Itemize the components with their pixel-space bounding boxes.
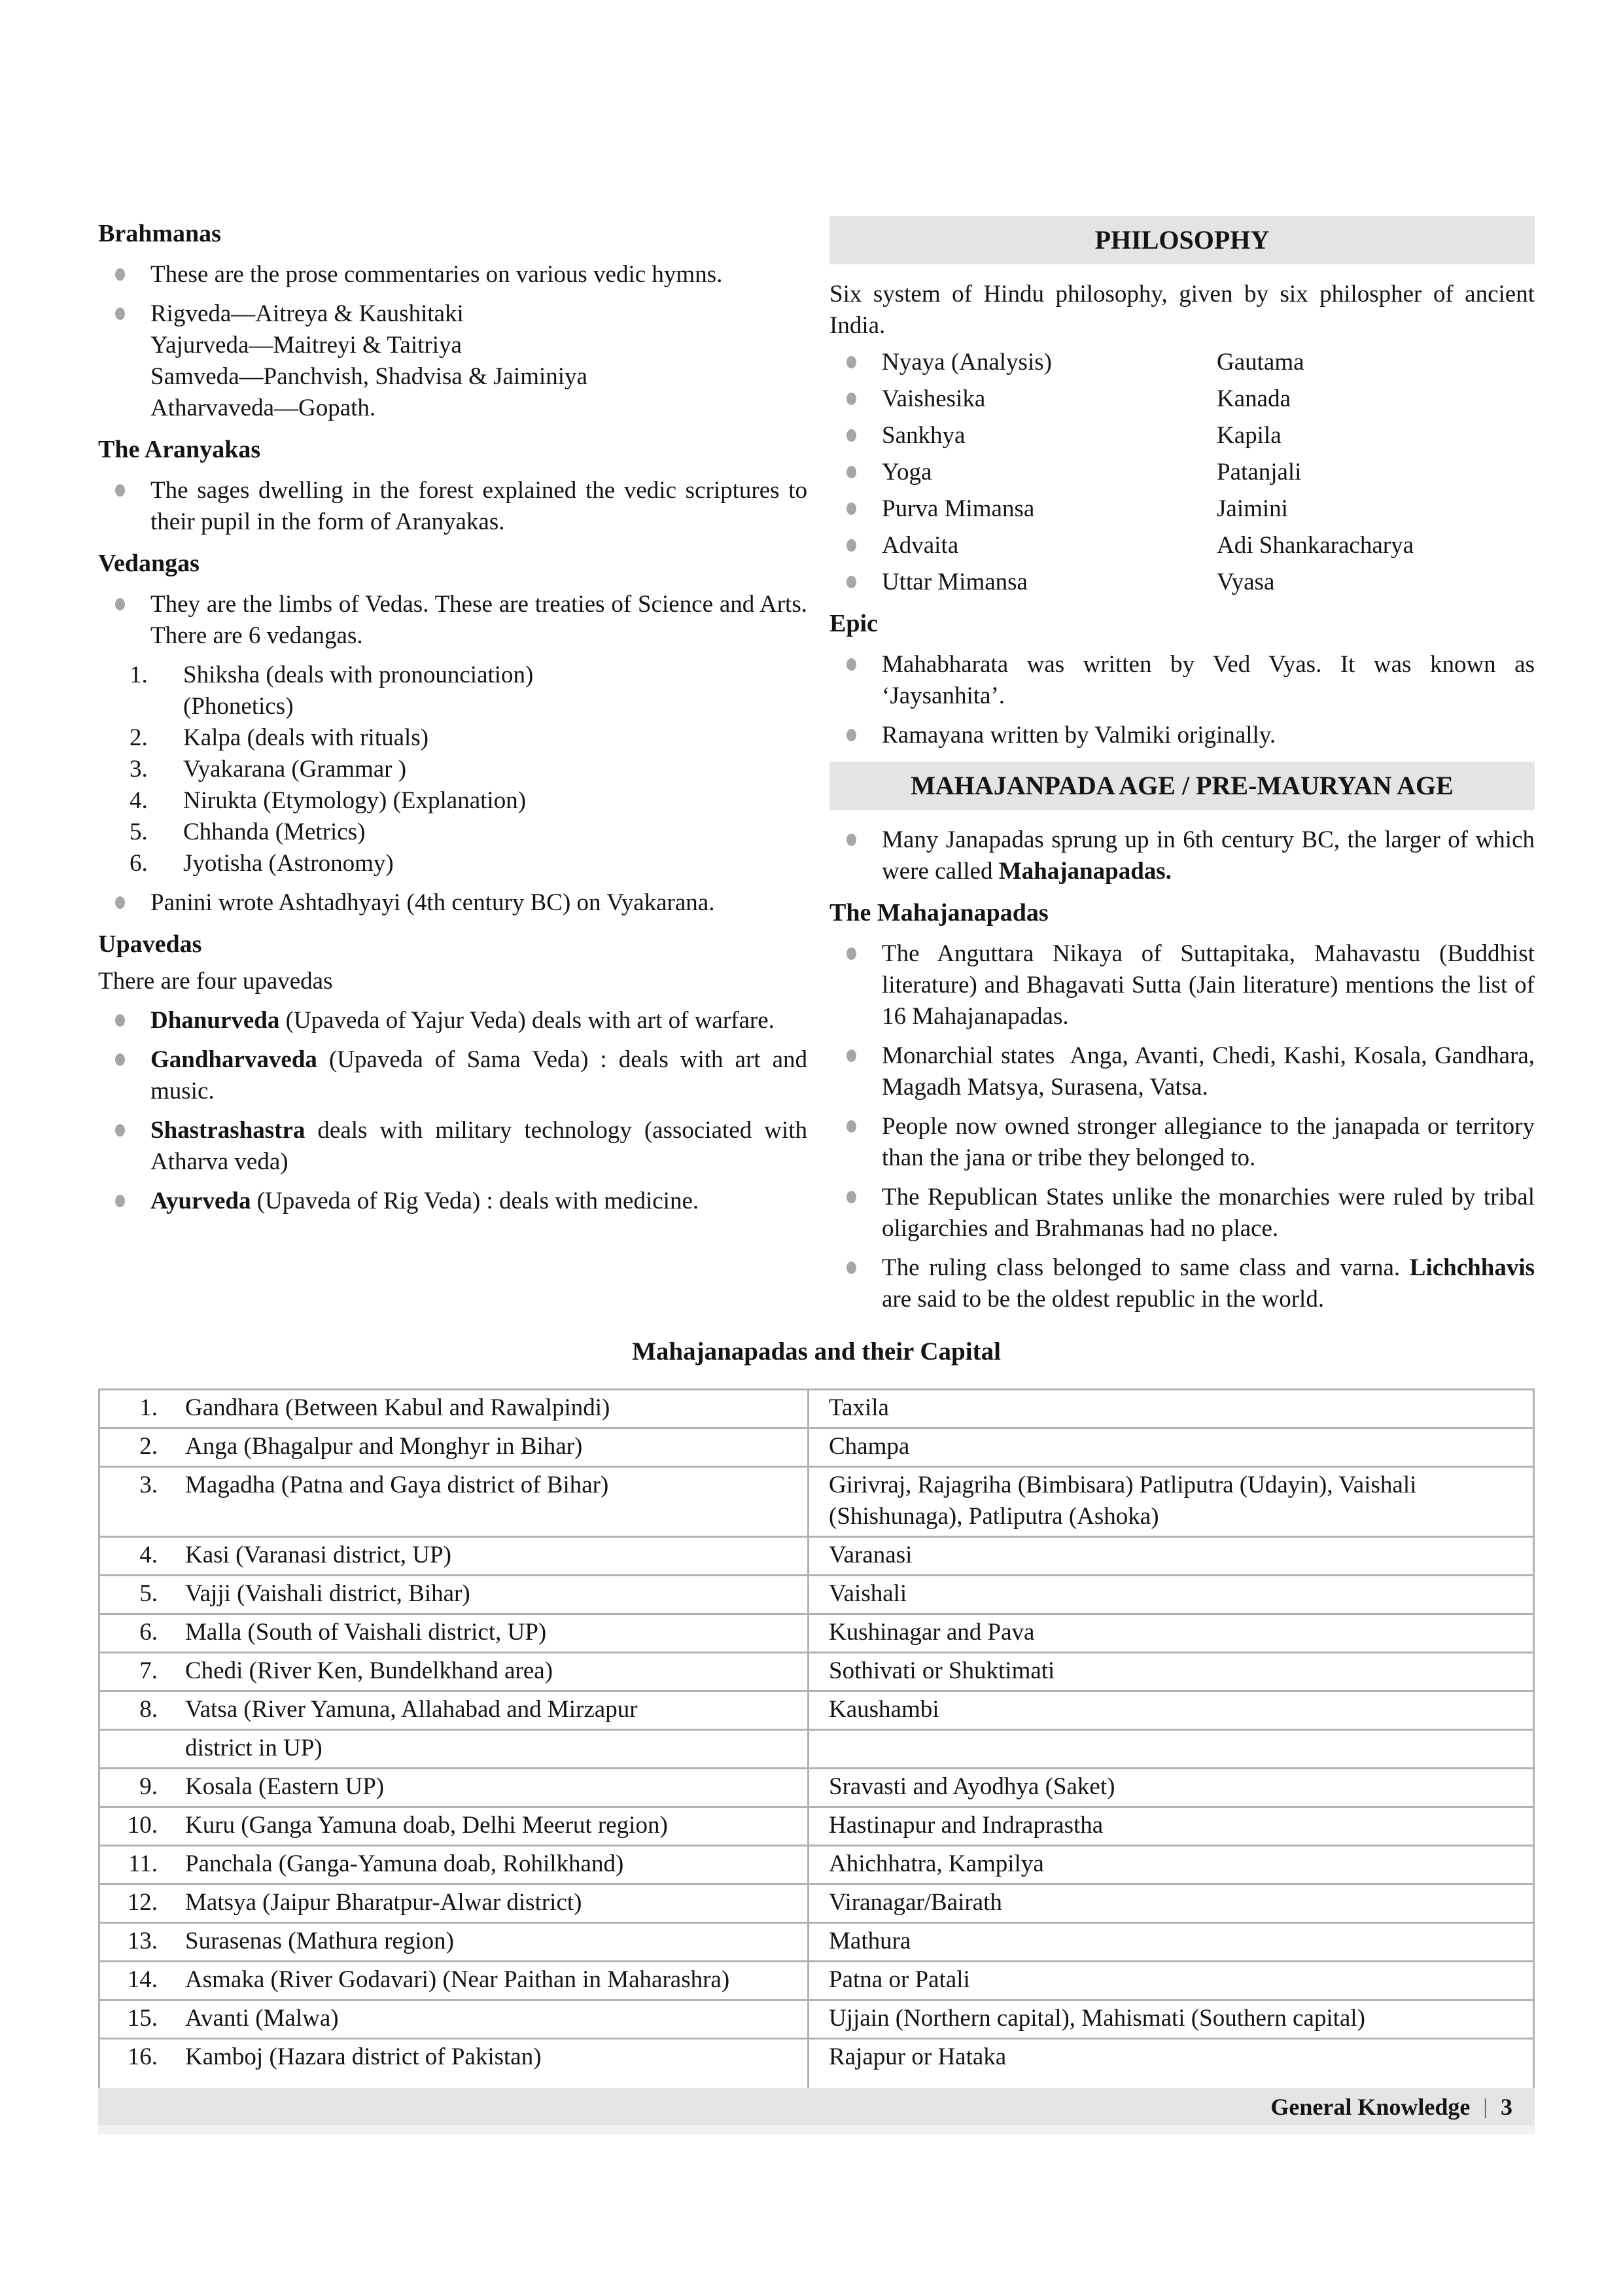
philosophy-school: Nyaya (Analysis) [882,349,1052,376]
bullet-bold-text: Mahajanapadas. [998,858,1172,885]
table-row [99,1962,1534,2000]
capital-text: Kushinagar and Pava [829,1619,1035,1646]
bullet-bold-text: Gandharvaveda [150,1046,317,1073]
item-text [183,660,807,722]
state-cell [99,1467,809,1537]
bullet-dot-icon [846,539,856,552]
philosophy-author: Jaimini [1217,495,1288,522]
philosophy-author: Vyasa [1217,569,1275,595]
capital-text: Varanasi [829,1542,913,1568]
section-bar [829,216,1535,264]
bullet-dot-icon [846,1050,856,1062]
bullet-dot-icon [846,947,856,960]
bullet-dot-icon [846,658,856,671]
philosophy-school: Advaita [882,532,959,559]
state-cell [99,1962,809,2000]
row-number: 1. [139,1394,158,1421]
philosophy-list [829,347,1535,598]
numbered-item [98,785,807,817]
section-heading: The Mahajanapadas [829,899,1049,927]
philosophy-school: Yoga [882,459,932,486]
state-text: Vatsa (River Yamuna, Allahabad and Mirzapur [185,1696,638,1723]
row-number: 12. [127,1889,158,1916]
bullet-dot-icon [115,308,125,320]
table-row [99,1390,1534,1428]
table-row [99,2039,1534,2095]
bullet-item [98,589,807,652]
capital-text: Ujjain (Northern capital), Mahismati (Southern capital) [829,2005,1365,2032]
bullet-line: Samveda—Panchvish, Shadvisa & Jaiminiya [150,363,587,390]
page-footer [98,2088,1535,2125]
bullet-bold-text: Lichchhavis [1409,1254,1535,1281]
bullet-text [150,1005,807,1036]
item-line: Kalpa (deals with rituals) [183,724,429,751]
item-line: Vyakarana (Grammar ) [183,756,407,783]
numbered-item [98,722,807,754]
bullet-text-segment: are said to be the oldest republic in the world. [882,1286,1325,1313]
section-bar-title: MAHAJANPADA AGE / PRE-MAURYAN AGE [911,771,1454,800]
state-text: Kasi (Varanasi district, UP) [185,1542,451,1568]
philosophy-pair [829,530,1535,561]
bullet-text [882,649,1535,712]
numbered-item [98,660,807,722]
section-heading: Vedangas [98,550,200,577]
bullet-item [829,1111,1535,1174]
bullet-item [829,1182,1535,1245]
table-row [99,1576,1534,1614]
bullet-text-segment: They are the limbs of Vedas. These are treaties of Science and Arts. There are 6 vedangas. [150,591,807,649]
table-row [99,1653,1534,1691]
capital-text: Ahichhatra, Kampilya [829,1850,1044,1877]
table-row [99,1730,1534,1769]
bullet-text [150,1044,807,1107]
footer-shadow-strip [98,2125,1535,2134]
state-cell [99,1884,809,1923]
state-cell [99,1428,809,1467]
state-text: Gandhara (Between Kabul and Rawalpindi) [185,1394,610,1421]
bullet-text [882,1252,1535,1315]
capital-text: Rajapur or Hataka [829,2043,1007,2070]
paragraph: Six system of Hindu philosophy, given by six philospher of ancient India. [829,281,1535,339]
philosophy-pair [829,493,1535,525]
bullet-item [829,824,1535,887]
bullet-text-segment: These are the prose commentaries on various vedic hymns. [150,261,723,288]
bullet-dot-icon [846,356,856,368]
state-text: Kamboj (Hazara district of Pakistan) [185,2043,542,2070]
bullet-text-segment: The Republican States unlike the monarchies were ruled by tribal oligarchies and Brahmanas had no place. [882,1184,1535,1242]
section-heading: The Aranyakas [98,436,261,463]
table-row [99,1846,1534,1884]
footer-page-number: 3 [1501,2093,1512,2120]
bullet-dot-icon [115,896,125,909]
row-number: 13. [127,1928,158,1954]
bullet-dot-icon [846,466,856,478]
bullet-dot-icon [115,1014,125,1027]
item-number: 2. [130,724,148,751]
section-bar-title: PHILOSOPHY [1094,225,1270,255]
bullet-text-segment: (Upaveda of Yajur Veda) deals with art of warfare. [279,1007,775,1034]
row-number: 16. [127,2043,158,2070]
philosophy-pair [829,567,1535,598]
bullet-line: Atharvaveda—Gopath. [150,395,376,421]
numbered-item [98,848,807,879]
row-number: 15. [127,2005,158,2032]
bullet-text [150,1115,807,1178]
capital-cell [809,1390,1534,1428]
capital-cell [809,1923,1534,1962]
row-number: 8. [139,1696,158,1723]
numbered-item [98,754,807,785]
capital-text: Sravasti and Ayodhya (Saket) [829,1773,1115,1800]
state-text: district in UP) [185,1735,323,1761]
capital-text: Patna or Patali [829,1966,970,1993]
state-text: Asmaka (River Godavari) (Near Paithan in Maharashra) [185,1966,730,1993]
philosophy-school: Vaishesika [882,385,986,412]
state-text: Kuru (Ganga Yamuna doab, Delhi Meerut region) [185,1812,668,1839]
bullet-text-segment: (Upaveda of Sama Veda) : deals with art and music. [150,1046,807,1104]
state-cell [99,1390,809,1428]
table-row [99,1428,1534,1467]
bullet-dot-icon [115,484,125,497]
capital-cell [809,1807,1534,1846]
state-cell [99,1537,809,1576]
bullet-text-segment: Panini wrote Ashtadhyayi (4th century BC) on Vyakarana. [150,889,715,916]
bullet-dot-icon [115,1195,125,1207]
table-row [99,1691,1534,1730]
state-cell [99,2039,809,2095]
bullet-item [829,1040,1535,1103]
item-number: 1. [130,662,148,688]
bullet-item [829,720,1535,751]
bullet-line: Yajurveda—Maitreyi & Taitriya [150,332,462,359]
bullet-dot-icon [115,598,125,610]
bullet-item [98,1186,807,1217]
capital-text: Vaishali [829,1580,907,1607]
footer-separator: | [1483,2094,1488,2119]
item-text [183,848,807,879]
mahajanapada-table [98,1388,1535,2096]
bullet-item [98,1005,807,1036]
item-line: (Phonetics) [183,693,294,720]
section-heading: Brahmanas [98,220,221,247]
capital-cell [809,1467,1534,1537]
left-column [98,216,807,1225]
section-heading: Upavedas [98,930,202,958]
state-cell [99,1576,809,1614]
bullet-dot-icon [846,1262,856,1274]
bullet-text [150,1186,807,1217]
bullet-dot-icon [846,834,856,846]
row-number: 9. [139,1773,158,1800]
numbered-list [98,660,807,879]
bullet-bold-text: Dhanurveda [150,1007,280,1034]
bullet-item [829,1252,1535,1315]
capital-cell [809,1614,1534,1653]
bullet-dot-icon [846,729,856,741]
bullet-item [98,259,807,291]
state-text: Surasenas (Mathura region) [185,1928,454,1954]
bullet-text-segment: The Anguttara Nikaya of Suttapitaka, Mahavastu (Buddhist literature) and Bhagavati Sutta (Jain literature) mentions the list of 16 Mahajanapadas. [882,940,1535,1030]
philosophy-pair [829,457,1535,488]
capital-text: Taxila [829,1394,889,1421]
bullet-text [882,1111,1535,1174]
item-line: Nirukta (Etymology) (Explanation) [183,787,527,814]
bullet-text [150,589,807,652]
philosophy-pair [829,420,1535,451]
bullet-text [882,720,1535,751]
mahajanapada-table-section [98,1336,1535,2096]
capital-cell [809,1846,1534,1884]
item-line: Chhanda (Metrics) [183,819,366,845]
state-text: Kosala (Eastern UP) [185,1773,385,1800]
bullet-text-segment: deals with military technology (associated with Atharva veda) [150,1117,807,1175]
bullet-item [829,938,1535,1033]
item-line: Jyotisha (Astronomy) [183,850,394,877]
capital-cell [809,1962,1534,2000]
philosophy-author: Gautama [1217,349,1304,376]
bullet-text [150,298,807,424]
row-number: 7. [139,1657,158,1684]
capital-text: Girivraj, Rajagriha (Bimbisara) Patliputra (Udayin), Vaishali (Shishunaga), Patliputra (Ashoka) [829,1472,1417,1530]
state-cell [99,2000,809,2039]
bullet-text-segment: (Upaveda of Rig Veda) : deals with medicine. [251,1188,699,1214]
item-text [183,785,807,817]
bullet-dot-icon [115,1124,125,1137]
capital-cell [809,1653,1534,1691]
bullet-dot-icon [846,1120,856,1133]
state-cell [99,1653,809,1691]
capital-text: Kaushambi [829,1696,939,1723]
bullet-item [98,1044,807,1107]
bullet-text [882,938,1535,1033]
capital-text: Mathura [829,1928,911,1954]
table-row [99,1614,1534,1653]
capital-cell [809,2000,1534,2039]
table-row [99,1537,1534,1576]
bullet-text [150,887,807,919]
section-heading: Epic [829,610,878,637]
philosophy-pair [829,347,1535,378]
table-row [99,1807,1534,1846]
row-number: 3. [139,1472,158,1498]
capital-cell [809,1691,1534,1730]
row-number: 10. [127,1812,158,1839]
bullet-text [150,475,807,538]
bullet-bold-text: Ayurveda [150,1188,251,1214]
state-text: Chedi (River Ken, Bundelkhand area) [185,1657,553,1684]
bullet-text [150,259,807,291]
row-number: 5. [139,1580,158,1607]
paragraph: There are four upavedas [98,968,333,995]
state-text: Avanti (Malwa) [185,2005,339,2032]
philosophy-author: Adi Shankaracharya [1217,532,1414,559]
right-column [829,216,1535,1323]
bullet-bold-text: Shastrashastra [150,1117,305,1144]
state-cell [99,1614,809,1653]
bullet-text-segment: Ramayana written by Valmiki originally. [882,722,1276,749]
capital-cell [809,1428,1534,1467]
philosophy-author: Kapila [1217,422,1282,449]
table-row [99,1467,1534,1537]
bullet-text-segment: Mahabharata was written by Ved Vyas. It was known as ‘Jaysanhita’. [882,651,1535,709]
philosophy-school: Purva Mimansa [882,495,1035,522]
table-row [99,1769,1534,1807]
state-text: Panchala (Ganga-Yamuna doab, Rohilkhand) [185,1850,624,1877]
bullet-dot-icon [846,503,856,515]
bullet-text-segment: Many Janapadas sprung up in 6th century BC, the larger of which were called [882,826,1535,885]
item-text [183,817,807,848]
philosophy-author: Kanada [1217,385,1291,412]
table-row [99,1884,1534,1923]
bullet-text-segment: People now owned stronger allegiance to the janapada or territory than the jana or tribe they belonged to. [882,1113,1535,1171]
state-text: Matsya (Jaipur Bharatpur-Alwar district) [185,1889,582,1916]
state-cell [99,1807,809,1846]
capital-cell [809,1537,1534,1576]
capital-cell [809,2039,1534,2095]
table-row [99,2000,1534,2039]
state-text: Malla (South of Vaishali district, UP) [185,1619,547,1646]
bullet-text-segment: Monarchial states Anga, Avanti, Chedi, Kashi, Kosala, Gandhara, Magadh Matsya, Surasena, Vatsa. [882,1042,1535,1101]
philosophy-author: Patanjali [1217,459,1302,486]
bullet-dot-icon [846,429,856,442]
item-line: Shiksha (deals with pronounciation) [183,662,534,688]
capital-text: Champa [829,1433,910,1460]
capital-text: Viranagar/Bairath [829,1889,1002,1916]
bullet-text [882,1040,1535,1103]
bullet-dot-icon [846,1191,856,1203]
table-title: Mahajanapadas and their Capital [632,1337,1001,1366]
capital-text: Hastinapur and Indraprastha [829,1812,1104,1839]
numbered-item [98,817,807,848]
bullet-dot-icon [115,1053,125,1066]
row-number: 2. [139,1433,158,1460]
section-bar [829,762,1535,810]
footer-label: General Knowledge [1270,2093,1471,2120]
row-number: 4. [139,1542,158,1568]
capital-cell [809,1576,1534,1614]
table-row [99,1923,1534,1962]
bullet-item [98,1115,807,1178]
bullet-text-segment: The sages dwelling in the forest explained the vedic scriptures to their pupil in the form of Aranyakas. [150,477,807,535]
bullet-item [829,649,1535,712]
state-cell [99,1691,809,1730]
capital-cell [809,1769,1534,1807]
bullet-text-segment: The ruling class belonged to same class and varna. [882,1254,1410,1281]
bullet-dot-icon [846,393,856,405]
philosophy-pair [829,383,1535,415]
bullet-item [98,298,807,424]
item-text [183,722,807,754]
philosophy-school: Uttar Mimansa [882,569,1028,595]
state-cell [99,1769,809,1807]
bullet-text [882,1182,1535,1245]
row-number: 11. [128,1850,158,1877]
state-cell [99,1730,809,1769]
bullet-text [882,824,1535,887]
bullet-dot-icon [115,268,125,281]
item-number: 5. [130,819,148,845]
capital-cell [809,1884,1534,1923]
philosophy-school: Sankhya [882,422,966,449]
state-text: Anga (Bhagalpur and Monghyr in Bihar) [185,1433,583,1460]
item-text [183,754,807,785]
bullet-item [98,887,807,919]
item-number: 6. [130,850,148,877]
bullet-dot-icon [846,576,856,588]
row-number: 14. [127,1966,158,1993]
state-cell [99,1923,809,1962]
row-number: 6. [139,1619,158,1646]
item-number: 3. [130,756,148,783]
item-number: 4. [130,787,148,814]
bullet-line: Rigveda—Aitreya & Kaushitaki [150,300,464,327]
capital-cell [809,1730,1534,1769]
bullet-item [98,475,807,538]
state-text: Vajji (Vaishali district, Bihar) [185,1580,470,1607]
state-cell [99,1846,809,1884]
state-text: Magadha (Patna and Gaya district of Bihar) [185,1472,609,1498]
capital-text: Sothivati or Shuktimati [829,1657,1055,1684]
